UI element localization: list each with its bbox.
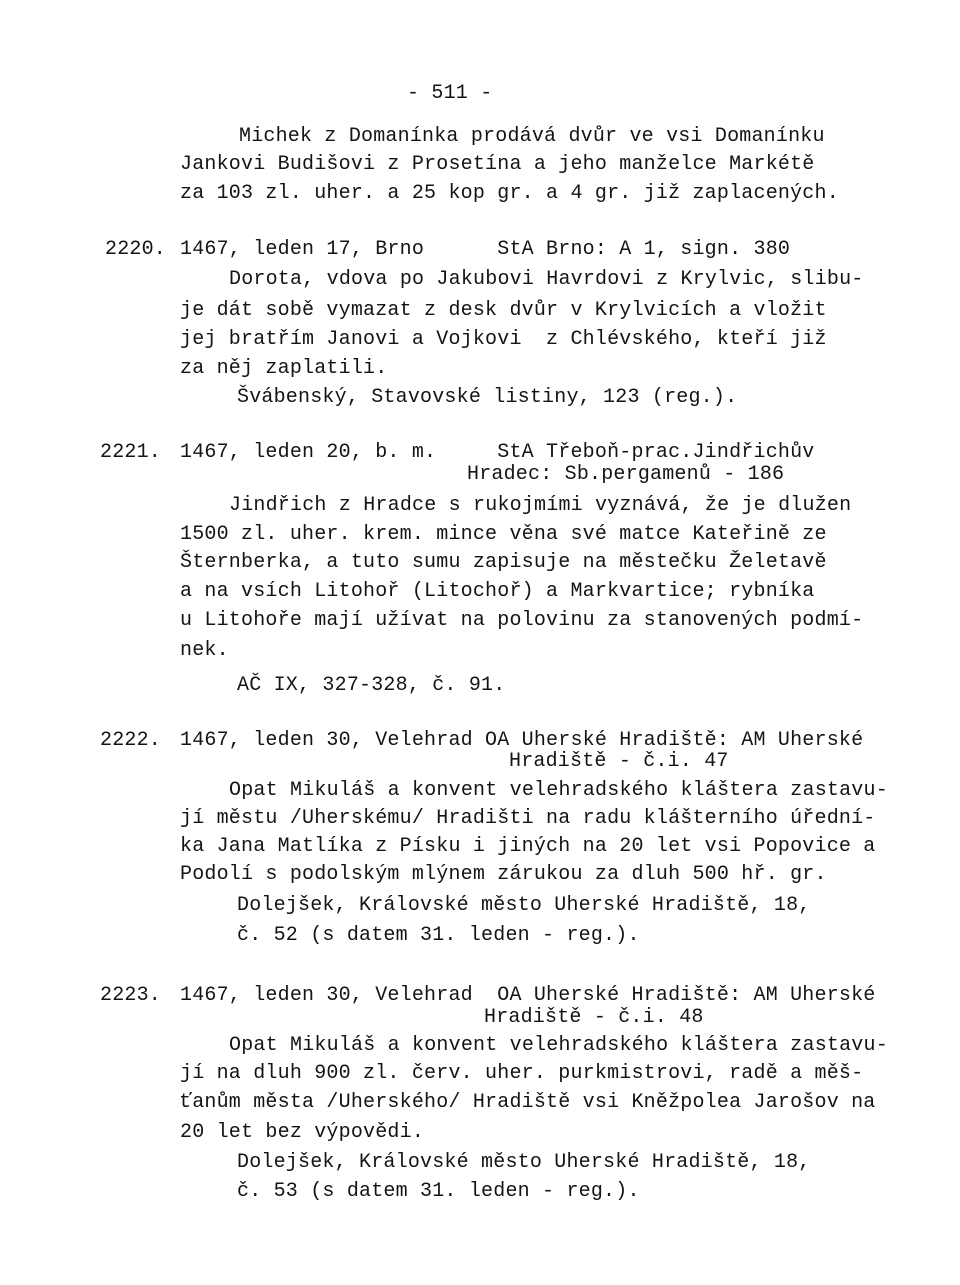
entry-text-line: Dorota, vdova po Jakubovi Havrdovi z Krylvic, slibu- [229,268,864,291]
intro-line: Jankovi Budišovi z Prosetína a jeho manželce Markétě [180,153,815,176]
entry-header: 1467, leden 30, Velehrad OA Uherské Hradiště: AM Uherské [180,984,876,1007]
entry-text-line: za něj zaplatili. [180,357,388,380]
entry-source: č. 53 (s datem 31. leden - reg.). [237,1180,640,1203]
entry-text-line: 1500 zl. uher. krem. mince věna své matce Kateřině ze [180,523,827,546]
entry-header-continued: Hradiště - č.i. 47 [509,750,729,773]
entry-text-line: jí na dluh 900 zl. červ. uher. purkmistrovi, radě a měš- [180,1062,864,1085]
entry-source: Švábenský, Stavovské listiny, 123 (reg.). [237,386,738,409]
entry-text-line: Opat Mikuláš a konvent velehradského kláštera zastavu- [229,779,888,802]
entry-text-line: 20 let bez výpovědi. [180,1121,425,1144]
intro-line: za 103 zl. uher. a 25 kop gr. a 4 gr. již zaplacených. [180,182,839,205]
entry-header-continued: Hradec: Sb.pergamenů - 186 [467,463,785,486]
entry-source: Dolejšek, Královské město Uherské Hradiště, 18, [237,1151,811,1174]
entry-header: 1467, leden 20, b. m. StA Třeboň-prac.Jindřichův [180,441,815,464]
entry-header: 1467, leden 17, Brno StA Brno: A 1, sign. 380 [180,238,791,261]
entry-source: č. 52 (s datem 31. leden - reg.). [237,924,640,947]
entry-text-line: je dát sobě vymazat z desk dvůr v Krylvicích a vložit [180,299,827,322]
entry-text-line: jí městu /Uherskému/ Hradišti na radu klášterního úřední- [180,807,876,830]
entry-number: 2220. [105,238,167,261]
entry-header-continued: Hradiště - č.i. 48 [484,1006,704,1029]
entry-text-line: a na vsích Litohoř (Litochoř) a Markvartice; rybníka [180,580,815,603]
entry-number: 2221. [100,441,162,464]
entry-source: Dolejšek, Královské město Uherské Hradiště, 18, [237,894,811,917]
entry-text-line: Jindřich z Hradce s rukojmími vyznává, že je dlužen [229,494,852,517]
entry-text-line: u Litohoře mají užívat na polovinu za stanovených podmí- [180,609,864,632]
entry-number: 2222. [100,729,162,752]
entry-number: 2223. [100,984,162,1007]
entry-text-line: ťanům města /Uherského/ Hradiště vsi Kněžpolea Jarošov na [180,1091,876,1114]
page-number: - 511 - [407,82,493,105]
entry-text-line: Šternberka, a tuto sumu zapisuje na městečku Želetavě [180,551,827,574]
entry-source: AČ IX, 327-328, č. 91. [237,674,506,697]
entry-text-line: jej bratřím Janovi a Vojkovi z Chlévského, kteří již [180,328,827,351]
entry-header: 1467, leden 30, Velehrad OA Uherské Hradiště: AM Uherské [180,729,864,752]
entry-text-line: nek. [180,639,229,662]
entry-text-line: Opat Mikuláš a konvent velehradského kláštera zastavu- [229,1034,888,1057]
entry-text-line: Podolí s podolským mlýnem zárukou za dluh 500 hř. gr. [180,863,827,886]
intro-line: Michek z Domanínka prodává dvůr ve vsi Domanínku [239,125,825,148]
entry-text-line: ka Jana Matlíka z Písku i jiných na 20 let vsi Popovice a [180,835,876,858]
